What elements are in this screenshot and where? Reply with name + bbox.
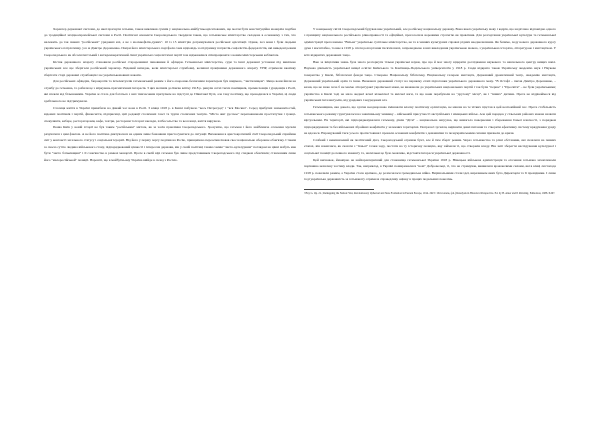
paragraph: Цей висновок, ймовірно не найхарактерніший для становища гетьманської України 1918 р. Німецька військова адміністрація та оточення гетьмана захоплювали порівняно незначну частину влади. Так, наприклад, в Україні поширювалися "нові" Добровольці, ті, хто не стримував, виявилися вражаючими силами, які в кінці листопада 1918 р. повалили режим, а Україна стала країною, де розпочалася громадянська війна. Вирішальними стали ідеї, виразником яких була Директорія та її провідники. І лише тоді українська державність за гетьманату отримала справедливу оцінку в працях подальших поколінь.: [304, 157, 556, 181]
paragraph: Столиця життя в Україні привабила на діякий час вона в Росії. З кінця 1918 р. в Києві побувало "весь Петроград" і "вся Москва". Серед прибулих знаменитостей, відомих політиків і партій, фінансисти, підприємці, цілі редакції столичних газет та трупи столичних театрів. "Місто жит русское" переповнювали проститутки і гравці-спекулянти, кабаре, рестораторами, кафе, театри, ресторани та ігорні заклади, хлібосольство та веселощі, життя вирувало.: [44, 105, 296, 123]
paragraph: Кістяк державного апарату становили російські старорежимні чиновники й офіцери. Гетьманські міністерства, суди та інші державні установи під вивіскою українських все ще зберігали російський характер. Відомий випадок, коли міністерські службовці, колишні працівники державного апарату УНР, отримали вказівку зберігати старі державні службовців і не українськомовних наказів.: [44, 59, 296, 77]
paragraph: Поява Київ у новій історії не був таким "російським" містом, як за часів правління Скоропадського. Зрозуміло, що гетьман і його найближче оточення мусили рахуватися з цим фактом. А не його політика диктувалася не одним лише бажанням пристосуватися до ситуації. Виховання в аристократичній сім'ї Скоропадський сприймав світ у контексті загального статусу і соціальної ієрархії. Від його у першу чергу поділяв на Росію, принципово переосмислював своє національне оборонне обов'язку. І таким за своєю суттю людина військового стану, підпорядкований цінності і інтересам держави, він у своїй політиці таким самим "чисто-культурним" поглядом на цінні мабуть мав бути "чисто батьківщині" і її слов'янство в рамках монархії. Проте в своїй вірі гетьман був лише представником Скоропадського під спадком обов'язків; ставленням лише його "малоросійськой" позиції. Нарешті, що в майбутньому Україна ввійде в склад з Росією.: [44, 125, 296, 162]
paragraph: Вже за ініціативи знань була змога розгорнути тільки українські науки, про що й має змогу відкрити дослідження наукового та навчального центру вищих шкіл. Наукова діяльність української вищої освіти: Київського та Кам'янець-Подільського університетів у 1918 р. Сюди відкрито також Українську академію наук і Наукове товариство у Києві, бібліотечні фонди тощо. Створено Національну бібліотеку, Національну галерею мистецтв, Державний драматичний театр, Академію мистецтв, Державний український архів та інше. Вважався державний статус на першому етапі підготовки українського державного мову. "В Остафі – писав Дмитро Дорошенко, – казав, що не знаю хоча б не маємо літературної української мови, не вважаючи до українських національних партій і так були "перше" і "Просвіти" – не були українськими; українство в Києві тоді не мало жодної ясної кількісної та якісної ваги, та що вони перебували на "другому" місці", як і "інших" дитини. Проте не відрікаймося від українських інтелектуалів, від урядових і неурядових кіл.: [304, 59, 556, 103]
footnote-divider: [304, 189, 374, 190]
right-page-body: [304, 26, 556, 182]
paragraph: Характер державної системи, до якої прагнули гетьман, також викликав сумнів у національно-майбутньоорієнтованих, що могли бути конституційна монархія подібна до традиційної західноєвропейської системи в Росії. Політичні опоненти Скоропадського твердили також, що гетьманське міністерство складене в основному з тих, хто належить до так званих "російських" урядових кіл, а не з москвофілів-дужих". 10 із 15 міністрів дотримувалися російської орієнтації. Однак, хоч вони і були людьми українського патріотизму, усе ж Дмитро Дорошенко. Попри його міністерського портфеля сама відповідь за підтримку патріотів-соціалістів-федералістів, які виведені режим Скоропадського як абсолютистський і антидемократичний. Інші українські соціалістичні партії теж відмовилися співпрацювати з новим міністерським кабінетом.: [44, 27, 296, 57]
paragraph: Гетьманщина, яка довела, що здатна неодноразово змінювати власну політичну орієнтацію, не маючи на те чітких підстав в цей неспокійний час. Проте стабільність гетьманського режиму грунтувалася на зовнішньому чиннику – військовій присутності австрійських і німецьких військ. Але цей порядок у сільських районах можна назвати віртуальним. На території, які підпорядковувалися гетьману, діяли "Діти" – національна нагрузка, що вимагала повернення і збереження їхньої власності, з порядком підпорядкування та без військових збройних конфліктів у залежних територіях. Попри всі зусилля, вирішити давні питання та створити ефективну систему врядування уряду не вдалося. Нарощуваний тиск усього протистояння і провали основних конфліктів з домашніми та позаукраїнськими силами призвели до кризи.: [304, 105, 556, 136]
paragraph: Слабкий і невизначений як політичний діяч, Скоропадський отримав бунт, але й тим зберіг режим. Через гетьманство та різні обставини, які склалися на певних етапах, він намагався, як сказати з "їхньої" точки зору, постати на ту історичну позицію, яку займали ті, що створили владу. Він зміг зберегти наслідування культурної і соціальної позиції до певного моменту та, наскільки це було можливо, відстояти інтереси української державності.: [304, 137, 556, 155]
left-page: [44, 26, 296, 386]
footnote: ¹ Hoy G. Op. cit.; Remapping the Nation: War, Revolutionary Upheaval and State Formation in Eastern Europe, 1914–1923 / Olavi Arens, (ed.) Ranalysis in Historical Perspective. Ed. by H. Anter and P. Pettaling. Edmonton, 1988. P.267.: [304, 192, 556, 196]
paragraph: У юнацькому світлі Скоропадський будував вже український, але російську національну державу. Вона ввела українську мову і кадрів, що надіслано відповідно одного з принципу національного російського рівноправності та офіційної, проголосила ворожими стратегію як правління. Для розгортання української культури та гетьманської адміністрації проголошено "Вільна" українське суспільне міністерство, не та в чинних культурних справах рідних неоднозначним. Як бачимо, ходу нового державного курсу дуже і масштабно, та вже в 1918 р. після розгортання тисячів шкіл, запроваджено в них викладання українською мовою, з українською історією, літературою і мистецтвом. У всіх відкритих державних тощо.: [304, 27, 556, 57]
right-page: [304, 26, 556, 386]
paragraph: Для російських офіцерів, бюрократів та інтелектуалів гетьманський режим з його охоронно-безпечним характером був ширмою, "чистилищем". Якщо вони йшли на службу до гетьмана, то робили це з міркувань прагматичних інтересів. З цих мотивів до Києва влітку 1918 р. ринули сотні тисяч поміщиків, промисловців і урядовців з Росії, які втекли від більшовиків. Україна ж стала для багатьох з них тимчасовим притулком на підступі до Північної Бучі, але таку політику, що проводилася в Україні, ці люди здебільшого не підтримували.: [44, 79, 296, 103]
